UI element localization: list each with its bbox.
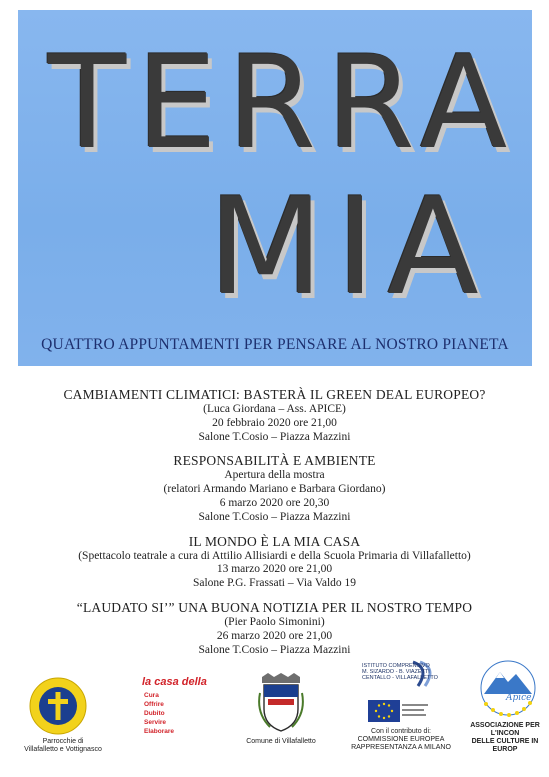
event-title: “LAUDATO SI’” UNA BUONA NOTIZIA PER IL NOSTRO TEMPO (76, 599, 473, 615)
caption-line: DELLE CULTURE IN EUROP (471, 738, 539, 753)
events-list (0, 386, 549, 665)
event-speaker: (Pier Paolo Simonini) (224, 615, 325, 628)
event-4 (0, 599, 549, 657)
caption-line: RAPPRESENTANZA A MILANO (351, 744, 451, 751)
caption-line: ASSOCIAZIONE PER L'INCON (470, 722, 540, 737)
casa-title: la casa della (142, 676, 207, 688)
event-venue: Salone T.Cosio – Piazza Mazzini (198, 430, 351, 443)
eu-flag-icon (368, 700, 430, 724)
istituto-text (362, 663, 438, 681)
eu-caption (346, 728, 456, 752)
caption-line: Con il contributo di: (371, 728, 431, 735)
event-2 (0, 452, 549, 524)
title-mia: MIA (208, 169, 491, 325)
casa-word: Servire (144, 719, 167, 726)
event-venue: Salone P.G. Frassati – Via Valdo 19 (192, 577, 357, 590)
caption-line: COMMISSIONE EUROPEA (357, 736, 445, 743)
event-title: RESPONSABILITÀ E AMBIENTE (173, 453, 376, 469)
istituto-line: CENTALLO - VILLAFALLETTO (362, 675, 438, 681)
event-venue: Salone T.Cosio – Piazza Mazzini (198, 510, 351, 523)
casa-word: Elaborare (144, 728, 174, 735)
event-1 (0, 386, 549, 444)
event-title: IL MONDO È LA MIA CASA (188, 533, 361, 549)
caption-line: Villafalletto e Vottignasco (24, 746, 102, 753)
comune-caption: Comune di Villafalletto (246, 738, 316, 745)
event-venue: Salone T.Cosio – Piazza Mazzini (198, 643, 351, 656)
istituto-line: ISTITUTO COMPRENSIVO (362, 663, 430, 669)
subtitle: QUATTRO APPUNTAMENTI PER PENSARE AL NOSTRO PIANETA (41, 336, 509, 353)
casa-word: Dubito (144, 710, 165, 717)
event-3 (0, 533, 549, 591)
event-title: CAMBIAMENTI CLIMATICI: BASTERÀ IL GREEN DEAL EUROPEO? (63, 387, 486, 402)
event-speaker: (Luca Giordana – Ass. APICE) (203, 403, 346, 415)
event-description: (Spettacolo teatrale a cura di Attilio Allisiardi e della Scuola Primaria di Villafalletto) (78, 549, 471, 562)
mountain-stars-icon (476, 660, 540, 722)
apice-caption (462, 722, 548, 754)
event-date: 20 febbraio 2020 ore 21,00 (212, 416, 337, 429)
istituto-line: M. SIZARDO - B. VIAZETTI (362, 669, 430, 675)
casa-words (144, 691, 174, 736)
event-description: Apertura della mostra (224, 469, 325, 482)
cross-emblem-icon (26, 676, 90, 736)
casa-logo (140, 676, 210, 736)
coat-of-arms-icon (256, 673, 306, 735)
event-date: 6 marzo 2020 ore 20,30 (219, 496, 330, 509)
event-date: 26 marzo 2020 ore 21,00 (216, 629, 333, 642)
event-speaker: (relatori Armando Mariano e Barbara Giordano) (163, 483, 386, 496)
header-banner (18, 10, 532, 366)
apice-name: Apice (506, 693, 532, 703)
title-terra: TERRA (48, 29, 518, 178)
casa-word: Cura (144, 692, 159, 699)
caption-line: Parrocchie di (42, 738, 84, 745)
event-date: 13 marzo 2020 ore 21,00 (216, 563, 333, 576)
casa-word: Offrire (144, 701, 164, 708)
parrocchie-caption (8, 738, 118, 754)
